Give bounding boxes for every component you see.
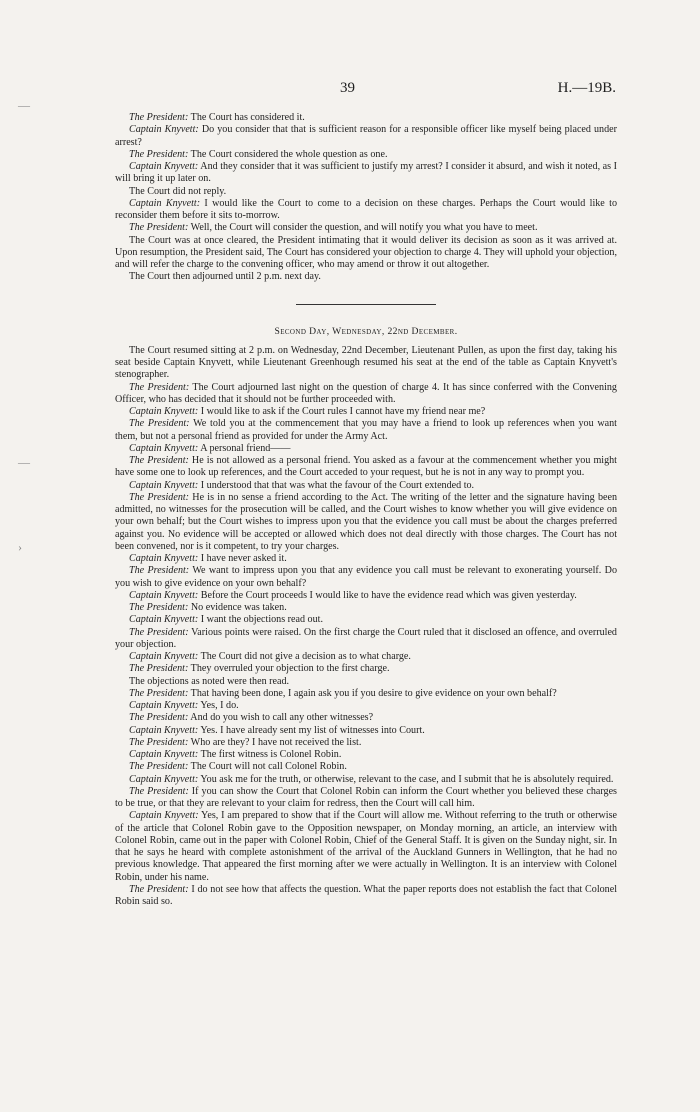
paragraph-text: And they consider that it was sufficient to justify my arrest? I consider it absurd, and wish it noted, as I will bring it up later on.	[115, 161, 617, 185]
page-header	[0, 80, 700, 100]
transcript-line	[115, 124, 617, 149]
paragraph-text: The first witness is Colonel Robin.	[198, 749, 342, 760]
paragraph-text: The Court was at once cleared, the President intimating that it would deliver its decision as soon as it was arrived at. Upon resumption, the President said, The Court has considered your objection to charge 4. They will uphold your objection, and will refer the charge to the convening officer, who may amend or throw it out altogether.	[115, 234, 617, 270]
section-day-two	[115, 345, 617, 909]
paragraph-text: A personal friend——	[198, 442, 291, 454]
paragraph-text: I would like the Court to come to a decision on these charges. Perhaps the Court would like to reconsider them before it sits to-morrow.	[115, 197, 617, 221]
transcript-line	[115, 774, 617, 786]
speaker-label: The President:	[129, 565, 190, 577]
paragraph-text: The Court adjourned last night on the question of charge 4. It has since conferred with the Convening Officer, who has decided that it should not be further proceeded with.	[115, 381, 617, 405]
section-heading: Second Day, Wednesday, 22nd December.	[274, 325, 458, 337]
speaker-label: Captain Knyvett:	[129, 553, 199, 564]
transcript-line	[115, 418, 617, 443]
paragraph-text: Do you consider that that is sufficient reason for a responsible officer like myself being placed under arrest?	[115, 124, 617, 148]
paragraph-text: He is in no sense a friend according to the Act. The writing of the letter and the signature having been admitted, no witnesses for the prosecution will be called, and the Court wishes to know whether you will give evidence on your own behalf; but the Court wishes to impress upon you that the evidence you call must be about the charges preferred against you. No evidence will be accepted or allowed which does not deal directly with those charges. The Court has not been convened, nor is it competent, to try your charges.	[115, 491, 617, 552]
margin-mark: ›	[18, 540, 22, 554]
speaker-label: Captain Knyvett:	[129, 442, 199, 454]
paragraph-text: The Court then adjourned until 2 p.m. next day.	[129, 271, 321, 283]
transcript-line	[115, 480, 617, 492]
transcript-line	[115, 492, 617, 553]
paragraph-text: The objections as noted were then read.	[129, 675, 290, 687]
paragraph-text: I would like to ask if the Court rules I cannot have my friend near me?	[198, 406, 486, 417]
transcript-line	[115, 198, 617, 223]
paragraph-text: Before the Court proceeds I would like to have the evidence read which was given yesterday.	[198, 589, 577, 601]
page-number: 39	[340, 80, 355, 96]
transcript-line	[115, 688, 617, 700]
speaker-label: The President:	[129, 712, 189, 724]
speaker-label: Captain Knyvett:	[129, 479, 199, 491]
paragraph-text: The Court will not call Colonel Robin.	[188, 761, 347, 773]
speaker-label: The President:	[129, 112, 189, 123]
speaker-label: The President:	[129, 455, 189, 466]
speaker-label: The President:	[129, 736, 189, 748]
margin-mark: —	[18, 455, 30, 469]
transcript-line	[115, 663, 617, 675]
transcript-line	[115, 590, 617, 602]
speaker-label: Captain Knyvett:	[129, 614, 199, 626]
narrative-paragraph	[115, 676, 617, 688]
speaker-label: The President:	[129, 626, 189, 638]
speaker-label: The President:	[129, 491, 190, 503]
document-body	[115, 112, 617, 908]
speaker-label: The President:	[129, 222, 189, 234]
section-divider	[296, 304, 436, 305]
paragraph-text: I want the objections read out.	[198, 614, 323, 626]
paragraph-text: No evidence was taken.	[188, 602, 287, 613]
narrative-paragraph	[115, 271, 617, 283]
transcript-line	[115, 614, 617, 626]
margin-mark: —	[18, 98, 30, 112]
transcript-line	[115, 565, 617, 590]
paragraph-text: You ask me for the truth, or otherwise, relevant to the case, and I submit that he is absolutely required.	[198, 773, 614, 785]
paragraph-text: The Court considered the whole question as one.	[188, 148, 388, 160]
transcript-line	[115, 455, 617, 480]
document-reference: H.—19B.	[557, 80, 616, 96]
speaker-label: The President:	[129, 785, 189, 797]
paragraph-text: I do not see how that affects the question. What the paper reports does not establish the fact that Colonel Robin said so.	[115, 883, 617, 907]
transcript-line	[115, 382, 617, 407]
paragraph-text: They overruled your objection to the first charge.	[188, 663, 390, 675]
speaker-label: The President:	[129, 687, 189, 699]
transcript-line	[115, 553, 617, 565]
speaker-label: The President:	[129, 602, 189, 613]
speaker-label: The President:	[129, 418, 190, 430]
transcript-line	[115, 737, 617, 749]
paragraph-text: The Court did not give a decision as to what charge.	[198, 651, 411, 662]
paragraph-text: That having been done, I again ask you if you desire to give evidence on your own behalf?	[188, 687, 557, 699]
transcript-line	[115, 651, 617, 663]
transcript-line	[115, 627, 617, 652]
transcript-line	[115, 602, 617, 614]
speaker-label: The President:	[129, 663, 189, 675]
speaker-label: Captain Knyvett:	[129, 749, 199, 760]
narrative-paragraph	[115, 345, 617, 382]
paragraph-text: Various points were raised. On the first charge the Court ruled that it disclosed an offence, and overruled your objection.	[115, 626, 617, 650]
transcript-line	[115, 406, 617, 418]
transcript-line	[115, 149, 617, 161]
narrative-paragraph	[115, 235, 617, 272]
transcript-line	[115, 161, 617, 186]
speaker-label: Captain Knyvett:	[129, 773, 199, 785]
paragraph-text: I understood that that was what the favour of the Court extended to.	[198, 479, 475, 491]
transcript-line	[115, 810, 617, 884]
paragraph-text: Well, the Court will consider the question, and will notify you what you have to meet.	[188, 222, 538, 234]
paragraph-text: I have never asked it.	[198, 553, 287, 564]
speaker-label: Captain Knyvett:	[129, 700, 199, 711]
paragraph-text: We told you at the commencement that you may have a friend to look up references when you want them, but not a personal friend as provided for under the Army Act.	[115, 418, 617, 442]
speaker-label: Captain Knyvett:	[129, 161, 199, 172]
transcript-line	[115, 700, 617, 712]
speaker-label: Captain Knyvett:	[129, 124, 199, 136]
narrative-paragraph	[115, 186, 617, 198]
paragraph-text: If you can show the Court that Colonel Robin can inform the Court whether you believed these charges to be true, or that they are relevant to your claim for redress, then the Court will call him.	[115, 785, 617, 809]
speaker-label: Captain Knyvett:	[129, 197, 201, 209]
speaker-label: Captain Knyvett:	[129, 651, 199, 662]
paragraph-text: We want to impress upon you that any evidence you call must be relevant to exonerating yourself. Do you wish to give evidence on your own behalf?	[115, 565, 618, 589]
transcript-line	[115, 112, 617, 124]
speaker-label: Captain Knyvett:	[129, 810, 199, 822]
speaker-label: The President:	[129, 148, 189, 160]
paragraph-text: Yes, I do.	[198, 700, 239, 711]
transcript-line	[115, 884, 617, 909]
speaker-label: Captain Knyvett:	[129, 589, 199, 601]
paragraph-text: Yes, I am prepared to show that if the Court will allow me. Without referring to the truth or otherwise of the article that Colonel Robin gave to the Opposition newspaper, on Monday morning, an article, an interview with Colonel Robin, came out in the paper with Colonel Robin, Chief of the General Staff. It is given on the Sunday night, sir. In that he says he heard with complete astonishment of the arrival of the Auckland Gunners in Wellington, that he had no previous knowledge. That appeared the first morning after we were actually in Wellington. It is an interview with Colonel Robin, under his name.	[115, 810, 617, 883]
transcript-line	[115, 443, 617, 455]
speaker-label: Captain Knyvett:	[129, 406, 199, 417]
speaker-label: The President:	[129, 761, 189, 773]
transcript-line	[115, 786, 617, 811]
paragraph-text: Yes. I have already sent my list of witnesses into Court.	[198, 724, 425, 736]
transcript-line	[115, 725, 617, 737]
transcript-line	[115, 761, 617, 773]
paragraph-text: He is not allowed as a personal friend. You asked as a favour at the commencement whether you might have some one to look up references, and the Court acceded to your request, but he is not in any way to prompt you.	[115, 455, 617, 479]
speaker-label: The President:	[129, 381, 190, 393]
transcript-line	[115, 749, 617, 761]
transcript-line	[115, 712, 617, 724]
section-day-one	[115, 112, 617, 284]
paragraph-text: The Court resumed sitting at 2 p.m. on Wednesday, 22nd December, Lieutenant Pullen, as upon the first day, taking his seat beside Captain Knyvett, while Lieutenant Greenhough resumed his seat at the end of the table as Captain Knyvett's stenographer.	[115, 344, 617, 381]
speaker-label: The President:	[129, 883, 189, 895]
paragraph-text: The Court did not reply.	[129, 185, 227, 197]
paragraph-text: And do you wish to call any other witnesses?	[188, 712, 374, 724]
speaker-label: Captain Knyvett:	[129, 724, 199, 736]
paragraph-text: The Court has considered it.	[188, 112, 305, 123]
paragraph-text: Who are they? I have not received the list.	[188, 736, 362, 748]
transcript-line	[115, 222, 617, 234]
